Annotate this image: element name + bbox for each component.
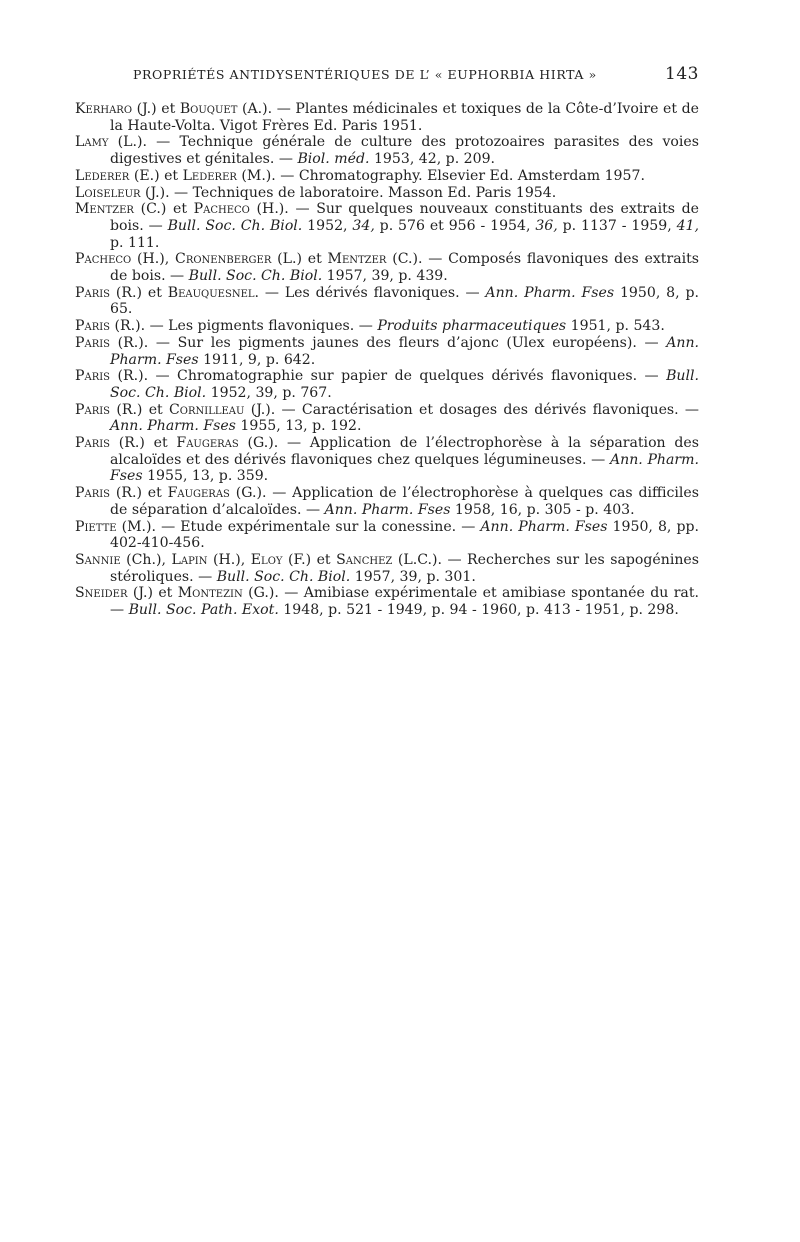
author-name: Paris — [75, 284, 111, 301]
reference-text: 1957, 39, p. 439. — [322, 268, 448, 285]
journal-title: Ann. Pharm. Fses — [110, 451, 699, 485]
reference-text: (G.). — Application de l’électrophorèse à la séparation des alcaloïdes et des dérivés flavoniques chez quelques légumineuses. — — [110, 435, 699, 468]
reference-text: 1952, 39, p. 767. — [206, 384, 332, 401]
journal-title: Bull. Soc. Path. Exot. — [128, 602, 279, 619]
reference-text: p. 111. — [110, 234, 160, 251]
reference-text: (J.) et — [127, 585, 178, 602]
journal-title: Bull. Soc. Ch. Biol. — [167, 217, 303, 234]
reference-text: p. 576 et 956 - 1954, — [374, 217, 536, 234]
author-name: Loiseleur — [75, 184, 141, 201]
reference-text: (H.). — Sur quelques nouveaux constituants des extraits de bois. — — [110, 201, 699, 234]
reference-text: 1948, p. 521 - 1949, p. 94 - 1960, p. 413 - 1951, p. 298. — [278, 602, 679, 619]
reference-text: . — Les dérivés flavoniques. — — [254, 284, 486, 301]
reference-text: 1911, 9, p. 642. — [198, 351, 316, 368]
reference-entry — [75, 185, 699, 202]
reference-text: 1952, — [302, 217, 353, 234]
reference-entry — [75, 435, 699, 485]
reference-entry — [75, 251, 699, 284]
reference-text: (M.). — Chromatography. Elsevier Ed. Amsterdam 1957. — [236, 167, 645, 184]
author-name: Paris — [75, 435, 111, 452]
journal-title: 34, — [352, 217, 375, 234]
reference-entry — [75, 101, 699, 134]
author-name: Sneider — [75, 585, 128, 602]
journal-title: Bull. Soc. Ch. Biol. — [188, 268, 323, 285]
reference-text: 1950, 8, pp. 402-410-456. — [110, 518, 699, 552]
journal-title: Bull. Soc. Ch. Biol. — [216, 568, 351, 585]
reference-entry — [75, 318, 699, 335]
reference-text: (A.). — Plantes médicinales et toxiques de la Côte-d’Ivoire et de la Haute-Volta. Vigot Frères Ed. Paris 1951. — [110, 101, 699, 134]
author-name: Faugeras — [176, 435, 239, 452]
reference-list — [75, 101, 699, 619]
reference-text: (L.C.). — Recherches sur les sapogénines stéroliques. — — [110, 551, 699, 585]
author-name: Cornilleau — [169, 401, 245, 418]
reference-text: (H.), — [131, 251, 176, 268]
author-name: Pacheco — [193, 201, 250, 218]
reference-text: (R.). — Chromatographie sur papier de quelques dérivés flavoniques. — — [110, 368, 667, 385]
reference-entry — [75, 285, 699, 318]
reference-text: (Ch.), — [120, 551, 172, 568]
reference-text: (L.). — Technique générale de culture des protozoaires parasites des voies digestives et génitales. — — [108, 134, 699, 168]
author-name: Sannie — [75, 551, 121, 568]
reference-text: (R.) et — [110, 485, 168, 502]
reference-text: p. 1137 - 1959, — [557, 217, 677, 234]
reference-text: (R.). — Les pigments flavoniques. — — [110, 318, 378, 335]
reference-text: 1957, 39, p. 301. — [350, 568, 476, 585]
author-name: Piette — [75, 518, 117, 535]
page-header — [133, 64, 699, 86]
author-name: Lamy — [75, 134, 109, 151]
journal-title: Ann. Pharm. Fses — [324, 501, 451, 518]
reference-entry — [75, 485, 699, 518]
journal-title: Bull. Soc. Ch. Biol. — [110, 368, 699, 401]
journal-title: Ann. Pharm. Fses — [110, 334, 699, 368]
reference-entry — [75, 335, 699, 368]
author-name: Bouquet — [179, 101, 238, 117]
reference-text: (L.) et — [271, 251, 328, 268]
reference-entry — [75, 585, 699, 618]
reference-text: (C.) et — [133, 201, 194, 218]
reference-entry — [75, 519, 699, 552]
reference-entry — [75, 368, 699, 401]
reference-text: (R.) et — [110, 435, 177, 452]
running-title: PROPRIÉTÉS ANTIDYSENTÉRIQUES DE L’ « EUPHORBIA HIRTA » — [133, 67, 597, 82]
reference-text: (G.). — Amibiase expérimentale et amibiase spontanée du rat. — — [110, 585, 699, 619]
author-name: Paris — [75, 334, 111, 351]
reference-entry — [75, 402, 699, 435]
author-name: Mentzer — [75, 201, 134, 218]
reference-text: 1958, 16, p. 305 - p. 403. — [450, 501, 635, 518]
author-name: Beauquesnel — [167, 284, 255, 301]
reference-entry — [75, 201, 699, 251]
reference-text: (J.) et — [132, 101, 180, 117]
journal-title: Produits pharmaceutiques — [377, 318, 567, 335]
author-name: Paris — [75, 401, 111, 418]
reference-entry — [75, 552, 699, 585]
reference-text: (J.). — Techniques de laboratoire. Masson Ed. Paris 1954. — [140, 184, 557, 201]
author-name: Mentzer — [327, 251, 387, 268]
reference-text: (R.). — Sur les pigments jaunes des fleurs d’ajonc (Ulex européens). — — [110, 334, 667, 351]
author-name: Paris — [75, 368, 111, 385]
reference-text: (M.). — Etude expérimentale sur la conessine. — — [116, 518, 481, 535]
author-name: Lapin — [171, 551, 208, 568]
reference-text: 1955, 13, p. 192. — [235, 418, 362, 435]
journal-title: Biol. méd. — [297, 151, 370, 168]
reference-text: (H.), — [207, 551, 251, 568]
reference-text: 1951, p. 543. — [566, 318, 665, 335]
journal-title: 36, — [535, 217, 558, 234]
reference-entry — [75, 134, 699, 167]
reference-text: 1953, 42, p. 209. — [369, 151, 496, 168]
journal-title: Ann. Pharm. Fses — [110, 418, 236, 435]
page-number: 143 — [665, 64, 699, 84]
author-name: Montezin — [177, 585, 243, 602]
author-name: Paris — [75, 485, 111, 502]
author-name: Eloy — [250, 551, 283, 568]
author-name: Cronenberger — [175, 251, 272, 268]
author-name: Sanchez — [336, 551, 393, 568]
reference-text: 1955, 13, p. 359. — [142, 468, 269, 485]
journal-title: Ann. Pharm. Fses — [480, 518, 608, 535]
reference-entry — [75, 168, 699, 185]
reference-text: (C.). — Composés flavoniques des extraits de bois. — — [110, 251, 699, 285]
reference-text: (R.) et — [110, 401, 169, 418]
journal-title: 41, — [676, 217, 699, 234]
author-name: Pacheco — [75, 251, 132, 268]
author-name: Paris — [75, 318, 111, 335]
author-name: Lederer — [182, 167, 237, 184]
author-name: Faugeras — [167, 485, 230, 502]
reference-text: (F.) et — [282, 551, 337, 568]
author-name: Lederer — [75, 167, 130, 184]
reference-text: (G.). — Application de l’électrophorèse à quelques cas difficiles de séparation d’alcaloïdes. — — [110, 485, 699, 518]
journal-title: Ann. Pharm. Fses — [485, 284, 615, 301]
reference-text: 1950, 8, p. 65. — [110, 284, 699, 318]
reference-text: (J.). — Caractérisation et dosages des dérivés flavoniques. — — [244, 401, 699, 418]
reference-text: (R.) et — [110, 284, 168, 301]
reference-text: (E.) et — [129, 167, 183, 184]
author-name: Kerharo — [75, 101, 133, 117]
